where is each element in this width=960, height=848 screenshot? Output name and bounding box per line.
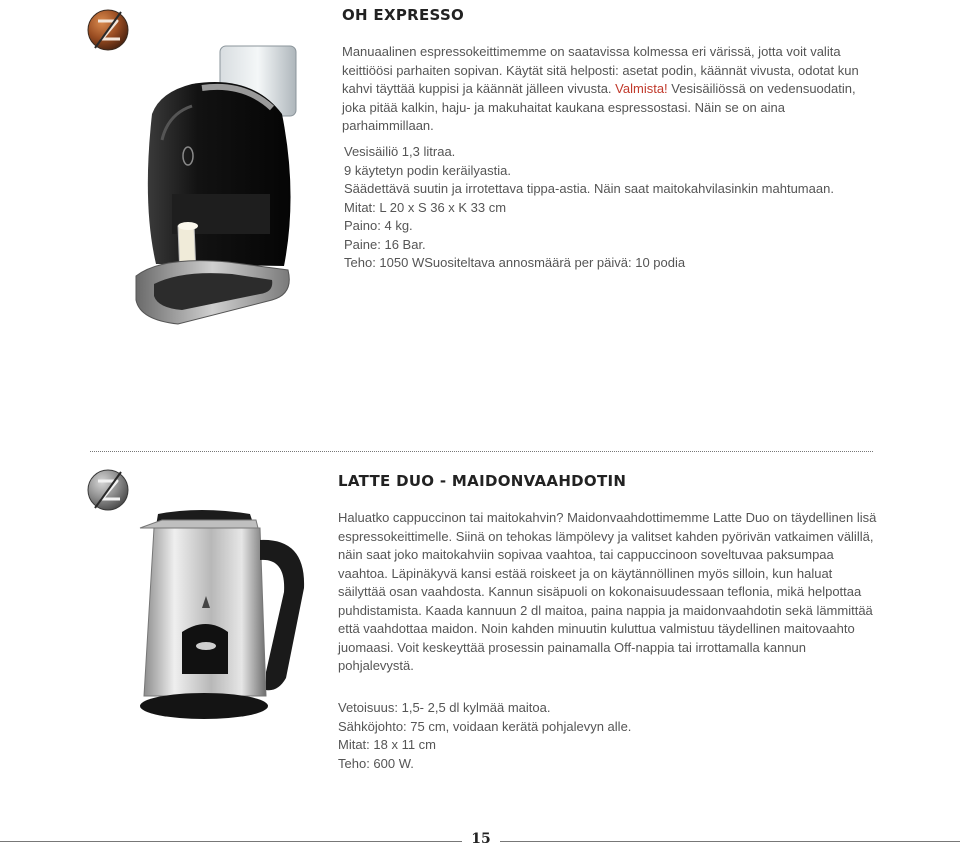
spec-item: Teho: 1050 WSuositeltava annosmäärä per päivä: 10 podia — [344, 255, 686, 270]
footer-line-right — [500, 841, 960, 842]
spec-item: Sähköjohto: 75 cm, voidaan kerätä pohjalevyn alle. — [338, 718, 632, 734]
spec-item: Säädettävä suutin ja irrotettava tippa-astia. Näin saat maitokahvilasinkin mahtumaan. — [344, 181, 834, 196]
spec-item: Paino: 4 kg. — [344, 218, 413, 233]
milk-frother-image — [136, 506, 312, 724]
description-text: Manuaalinen espressokeittimemme on saatavissa kolmessa eri värissä, jotta voit valita keittiöösi parhaiten sopivan. Käytät sitä helposti: asetat podin, käännät vivusta, odotat kun kahvi täyttää kuppisi ja käännät jälleen vivusta. — [342, 44, 859, 96]
description-highlight: Valmista! — [615, 81, 668, 96]
brand-logo-brown — [86, 6, 132, 52]
description-text-continued: Vesisäiliössä on vedensuodatin, joka pitää kalkin, haju- ja makuhaitat kaukana espressostasi. Näin se on aina parhaimmillaan. — [342, 81, 856, 133]
spec-list — [344, 143, 834, 273]
page-number: 15 — [471, 831, 491, 847]
section-title-latte-duo: LATTE DUO - MAIDONVAAHDOTIN — [338, 472, 627, 490]
section-title-oh-expresso: OH EXPRESSO — [342, 6, 465, 24]
section-description: Haluatko cappuccinon tai maitokahvin? Maidonvaahdottimemme Latte Duo on täydellinen lisä espressokeittimelle. Siinä on tehokas lämpölevy ja valitset kahden pyörivän vatkaimen välillä, näin saat joko maitokahviin sopivaa vaahtoa, tai cappuccinoon soveltuvaa paksumpaa vaahtoa. Läpinäkyvä kansi estää roiskeet ja on käytännöllinen myös silloin, kun haluat säilyttää osan vaahdosta. Kannun sisäpuoli on kokonaisuudessaan teflonia, mikä helpottaa puhdistamista. Kaada kannuun 2 dl maitoa, paina nappia ja maidonvaahdotin sekä lämmittää että vaahdottaa maidon. Noin kahden minuutin kuluttua valmistuu täydellinen maitovaahto juomaasi. Voit keskeyttää prosessin painamalla Off-nappia tai irrottamalla kannun pohjalevystä. — [338, 510, 877, 673]
spec-list — [338, 699, 631, 773]
spec-item: Vetoisuus: 1,5- 2,5 dl kylmää maitoa. — [338, 700, 551, 715]
spec-item: Teho: 600 W. — [338, 755, 414, 771]
espresso-machine-image — [132, 44, 302, 329]
spec-item: Paine: 16 Bar. — [344, 236, 426, 252]
spec-item: Vesisäiliö 1,3 litraa. — [344, 144, 456, 159]
brand-logo-gray — [86, 466, 132, 512]
spec-item: 9 käytetyn podin keräilyastia. — [344, 162, 511, 178]
spec-item: Mitat: L 20 x S 36 x K 33 cm — [344, 199, 507, 215]
section-divider — [90, 451, 873, 452]
spec-item: Mitat: 18 x 11 cm — [338, 737, 437, 752]
section-description — [342, 43, 872, 136]
footer-line-left — [0, 841, 462, 842]
